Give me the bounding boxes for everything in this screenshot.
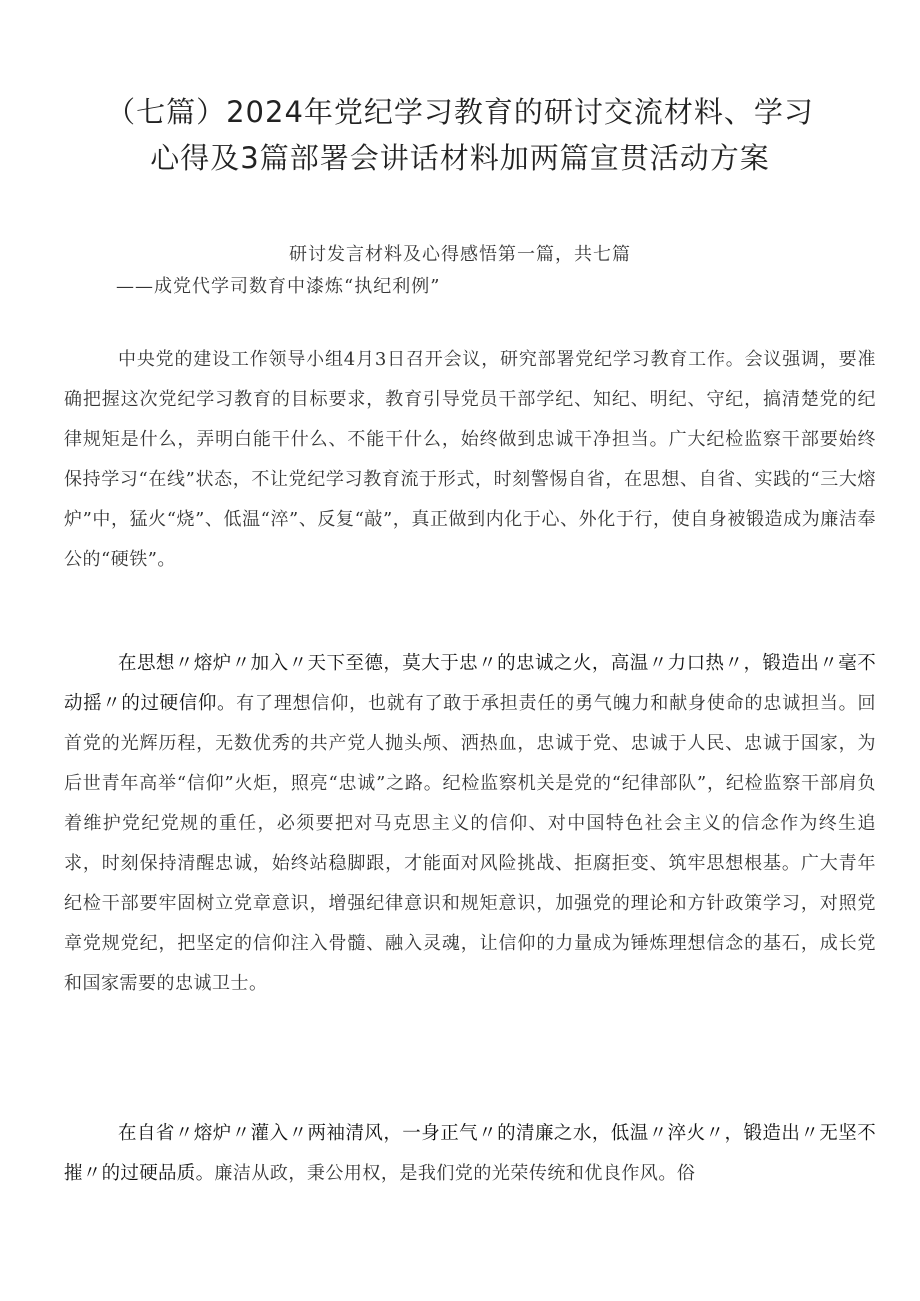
article-byline: ——成党代学司数育中漆炼“执纪利例” — [116, 276, 441, 297]
paragraph-text: 有了理想信仰，也就有了敢于承担责任的勇气魄力和献身使命的忠诚担当。回首党的光辉历程，无数优秀的共产党人抛头颅、洒热血，忠诚于党、忠诚于人民、忠诚于国家，为后世青年高举“信仰”火炬，照亮“忠诚”之路。纪检监察机关是党的“纪律部队”，纪检监察干部肩负着维护党纪党规的重任，必须要把对马克思主义的信仰、对中国特色社会主义的信念作为终生追求，时刻保持清醒忠诚，始终站稳脚跟，才能面对风险挑战、拒腐拒变、筑牢思想根基。广大青年纪检干部要牢固树立党章意识，增强纪律意识和规矩意识，加强党的理论和方针政策学习，对照党章党规党纪，把坚定的信仰注入骨髓、融入灵魂，让信仰的力量成为锤炼理想信念的基石，成长党和国家需要的忠诚卫士。 — [64, 693, 877, 994]
paragraph-text: 中央党的建设工作领导小组4月3日召开会议，研究部署党纪学习教育工作。会议强调，要准确把握这次党纪学习教育的目标要求，教育引导党员干部学纪、知纪、明纪、守纪，搞清楚党的纪律规矩是什么，弄明白能干什么、不能干什么，始终做到忠诚干净担当。广大纪检监察干部要始终保持学习“在线”状态，不让党纪学习教育流于形式，时刻警惕自省，在思想、自省、实践的“三大熔炉”中，猛火“烧”、低温“淬”、反复“敲”，真正做到内化于心、外化于行，使自身被锻造成为廉洁奉公的“硬铁”。 — [64, 349, 876, 570]
body-paragraph-1 — [64, 340, 876, 580]
document-title-line-2: 心得及3篇部署会讲话材料加两篇宣贯活动方案 — [150, 141, 770, 175]
paragraph-text: 廉洁从政，秉公用权，是我们党的光荣传统和优良作风。俗 — [214, 1163, 696, 1184]
paragraph-lead: 在自省〃熔炉〃灌入〃两袖清风，一身正气〃的清廉之水，低温〃淬火〃，锻造出〃无坚不摧〃的过硬品质。 — [64, 1123, 876, 1184]
paragraph-lead: 在思想〃熔炉〃加入〃天下至德，莫大于忠〃的忠诚之火，高温〃力口热〃，锻造出〃毫不动摇〃的过硬信仰。 — [64, 653, 876, 714]
body-paragraph-3 — [64, 1114, 876, 1194]
document-title-line-1: （七篇）2024年党纪学习教育的研讨交流材料、学习 — [106, 95, 814, 129]
body-paragraph-2 — [64, 644, 876, 1004]
section-subtitle: 研讨发言材料及心得感悟第一篇，共七篇 — [289, 244, 631, 265]
